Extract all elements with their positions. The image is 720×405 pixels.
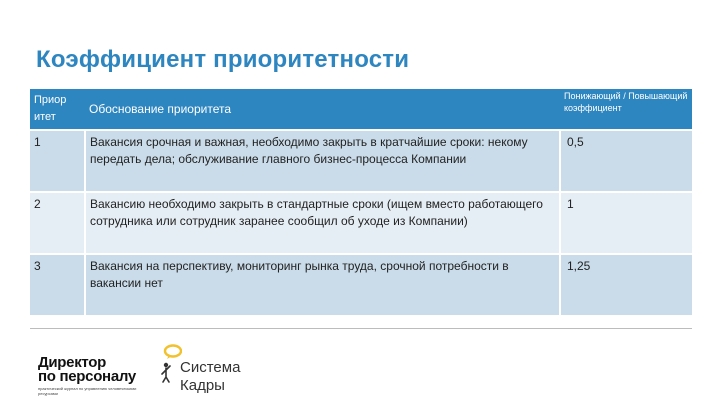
logo-director-line1: Директор <box>38 354 106 371</box>
logo-sistema-line1: Система <box>180 359 241 376</box>
logo-director-line2: по персоналу <box>38 368 136 385</box>
logo-sistema-line2: Кадры <box>180 377 225 394</box>
priority-table <box>30 89 692 315</box>
table-header-row <box>30 89 692 130</box>
header-coefficient: Понижающий / Повышающий коэффициент <box>560 89 692 130</box>
logo-director-tagline: практический журнал по управлению человеческими ресурсами <box>38 386 137 396</box>
cell-coefficient: 1,25 <box>560 254 692 315</box>
speech-bubble-person-icon <box>160 344 182 384</box>
cell-reason: Вакансия на перспективу, мониторинг рынка труда, срочной потребности в вакансии нет <box>85 254 560 315</box>
director-po-personalu-logo <box>38 356 148 396</box>
table-row <box>30 130 692 192</box>
cell-priority: 1 <box>30 130 85 192</box>
footer-divider <box>30 328 692 329</box>
table-row <box>30 254 692 315</box>
slide-title: Коэффициент приоритетности <box>36 46 410 73</box>
sistema-kadry-logo <box>160 344 260 394</box>
table-row <box>30 192 692 254</box>
header-priority: Приор итет <box>30 89 85 130</box>
cell-coefficient: 1 <box>560 192 692 254</box>
cell-priority: 3 <box>30 254 85 315</box>
cell-coefficient: 0,5 <box>560 130 692 192</box>
cell-priority: 2 <box>30 192 85 254</box>
cell-reason: Вакансия срочная и важная, необходимо закрыть в кратчайшие сроки: некому передать дела; обслуживание главного бизнес-процесса Компании <box>85 130 560 192</box>
cell-reason: Вакансию необходимо закрыть в стандартные сроки (ищем вместо работающего сотрудника или сотрудник заранее сообщил об уходе из Компании) <box>85 192 560 254</box>
header-reason: Обоснование приоритета <box>85 89 560 130</box>
